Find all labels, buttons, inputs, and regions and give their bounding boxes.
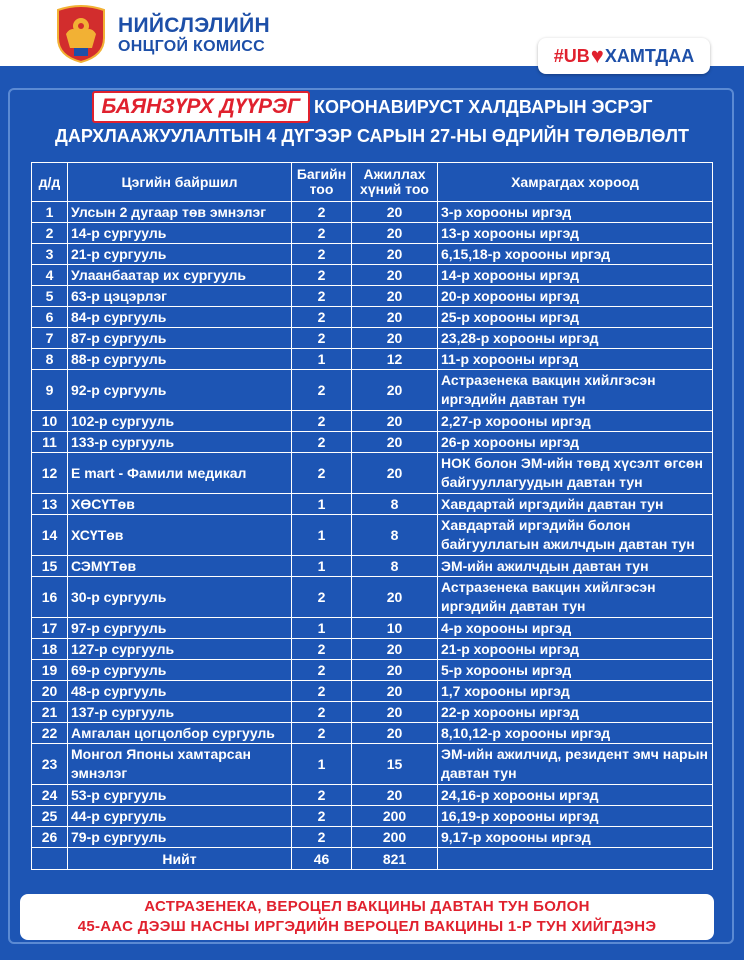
row-teams: 2 xyxy=(292,244,352,265)
table-row xyxy=(32,370,713,411)
row-staff: 20 xyxy=(352,265,438,286)
row-num: 22 xyxy=(32,723,68,744)
table-row xyxy=(32,432,713,453)
row-num: 4 xyxy=(32,265,68,286)
row-teams: 1 xyxy=(292,349,352,370)
table-row xyxy=(32,349,713,370)
row-num: 6 xyxy=(32,307,68,328)
row-num: 2 xyxy=(32,223,68,244)
table-row xyxy=(32,307,713,328)
row-location: 30-р сургууль xyxy=(68,577,292,618)
row-num: 11 xyxy=(32,432,68,453)
table-row xyxy=(32,744,713,785)
row-location: Амгалан цогцолбор сургууль xyxy=(68,723,292,744)
row-location: 21-р сургууль xyxy=(68,244,292,265)
hashtag-suffix: ХАМТДАА xyxy=(604,45,695,66)
row-staff: 15 xyxy=(352,744,438,785)
row-coverage: Хавдартай иргэдийн давтан тун xyxy=(438,494,713,515)
row-teams: 2 xyxy=(292,432,352,453)
row-staff: 20 xyxy=(352,370,438,411)
row-num: 1 xyxy=(32,202,68,223)
row-location: 63-р цэцэрлэг xyxy=(68,286,292,307)
row-coverage: 14-р хорооны иргэд xyxy=(438,265,713,286)
row-location: 133-р сургууль xyxy=(68,432,292,453)
row-num: 26 xyxy=(32,827,68,848)
row-location: 44-р сургууль xyxy=(68,806,292,827)
row-teams: 2 xyxy=(292,660,352,681)
row-staff: 20 xyxy=(352,286,438,307)
row-num: 17 xyxy=(32,618,68,639)
row-staff: 20 xyxy=(352,577,438,618)
table-row xyxy=(32,723,713,744)
table-row xyxy=(32,265,713,286)
table-row xyxy=(32,244,713,265)
row-num: 7 xyxy=(32,328,68,349)
row-num: 20 xyxy=(32,681,68,702)
row-coverage: Астразенека вакцин хийлгэсэн иргэдийн давтан тун xyxy=(438,370,713,411)
row-num: 21 xyxy=(32,702,68,723)
row-staff: 200 xyxy=(352,827,438,848)
row-num: 19 xyxy=(32,660,68,681)
title-line1-text: КОРОНАВИРУСТ ХАЛДВАРЫН ЭСРЭГ xyxy=(314,96,653,117)
table-row xyxy=(32,453,713,494)
row-teams: 2 xyxy=(292,577,352,618)
row-staff: 20 xyxy=(352,307,438,328)
row-coverage: 5-р хорооны иргэд xyxy=(438,660,713,681)
row-location: E mart - Фамили медикал xyxy=(68,453,292,494)
row-location: СЭМҮТөв xyxy=(68,556,292,577)
table-header-row xyxy=(32,163,713,202)
row-coverage: 24,16-р хорооны иргэд xyxy=(438,785,713,806)
row-staff: 8 xyxy=(352,494,438,515)
table-row xyxy=(32,702,713,723)
table-row xyxy=(32,785,713,806)
row-location: Улсын 2 дугаар төв эмнэлэг xyxy=(68,202,292,223)
total-num-cell xyxy=(32,848,68,870)
row-coverage: 4-р хорооны иргэд xyxy=(438,618,713,639)
row-coverage: Астразенека вакцин хийлгэсэн иргэдийн давтан тун xyxy=(438,577,713,618)
row-num: 10 xyxy=(32,411,68,432)
row-coverage: 23,28-р хорооны иргэд xyxy=(438,328,713,349)
row-staff: 10 xyxy=(352,618,438,639)
row-num: 25 xyxy=(32,806,68,827)
row-staff: 20 xyxy=(352,785,438,806)
row-teams: 1 xyxy=(292,556,352,577)
city-emblem-icon xyxy=(52,4,110,64)
table-row xyxy=(32,202,713,223)
row-staff: 20 xyxy=(352,681,438,702)
row-coverage: 9,17-р хорооны иргэд xyxy=(438,827,713,848)
row-location: ХӨСҮТөв xyxy=(68,494,292,515)
row-location: 53-р сургууль xyxy=(68,785,292,806)
header-num: д/д xyxy=(32,163,68,202)
row-coverage: НОК болон ЭМ-ийн төвд хүсэлт өгсөн байгууллагуудын давтан тун xyxy=(438,453,713,494)
header-teams: Багийн тоо xyxy=(292,163,352,202)
hashtag-badge xyxy=(538,38,710,74)
row-location: 102-р сургууль xyxy=(68,411,292,432)
row-location: 88-р сургууль xyxy=(68,349,292,370)
row-staff: 20 xyxy=(352,244,438,265)
row-num: 14 xyxy=(32,515,68,556)
row-location: Улаанбаатар их сургууль xyxy=(68,265,292,286)
row-teams: 2 xyxy=(292,785,352,806)
row-coverage: 6,15,18-р хорооны иргэд xyxy=(438,244,713,265)
row-teams: 2 xyxy=(292,827,352,848)
row-teams: 2 xyxy=(292,307,352,328)
row-teams: 2 xyxy=(292,370,352,411)
row-coverage: 16,19-р хорооны иргэд xyxy=(438,806,713,827)
total-staff: 821 xyxy=(352,848,438,870)
row-location: 79-р сургууль xyxy=(68,827,292,848)
row-teams: 2 xyxy=(292,806,352,827)
row-staff: 12 xyxy=(352,349,438,370)
row-num: 16 xyxy=(32,577,68,618)
row-location: 14-р сургууль xyxy=(68,223,292,244)
org-name-line1: НИЙСЛЭЛИЙН xyxy=(118,14,270,37)
table-row xyxy=(32,660,713,681)
row-staff: 20 xyxy=(352,639,438,660)
title-line2: ДАРХЛААЖУУЛАЛТЫН 4 ДҮГЭЭР САРЫН 27-НЫ ӨДРИЙН ТӨЛӨВЛӨЛТ xyxy=(55,126,689,146)
row-num: 12 xyxy=(32,453,68,494)
table-row xyxy=(32,618,713,639)
row-staff: 20 xyxy=(352,328,438,349)
table-row xyxy=(32,494,713,515)
row-teams: 2 xyxy=(292,723,352,744)
table-row xyxy=(32,286,713,307)
row-teams: 2 xyxy=(292,286,352,307)
row-num: 18 xyxy=(32,639,68,660)
row-coverage: 11-р хорооны иргэд xyxy=(438,349,713,370)
row-num: 9 xyxy=(32,370,68,411)
row-staff: 20 xyxy=(352,660,438,681)
row-coverage: 22-р хорооны иргэд xyxy=(438,702,713,723)
row-staff: 20 xyxy=(352,702,438,723)
row-teams: 2 xyxy=(292,265,352,286)
row-location: ХСҮТөв xyxy=(68,515,292,556)
header-coverage: Хамрагдах хороод xyxy=(438,163,713,202)
row-teams: 1 xyxy=(292,515,352,556)
row-num: 23 xyxy=(32,744,68,785)
total-teams: 46 xyxy=(292,848,352,870)
row-num: 24 xyxy=(32,785,68,806)
row-coverage: 2,27-р хорооны иргэд xyxy=(438,411,713,432)
row-staff: 20 xyxy=(352,411,438,432)
row-coverage: 13-р хорооны иргэд xyxy=(438,223,713,244)
row-location: 127-р сургууль xyxy=(68,639,292,660)
row-num: 8 xyxy=(32,349,68,370)
row-coverage: 3-р хорооны иргэд xyxy=(438,202,713,223)
row-location: Монгол Японы хамтарсан эмнэлэг xyxy=(68,744,292,785)
table-row xyxy=(32,577,713,618)
table-row xyxy=(32,328,713,349)
row-coverage: 1,7 хорооны иргэд xyxy=(438,681,713,702)
row-teams: 1 xyxy=(292,494,352,515)
row-staff: 8 xyxy=(352,515,438,556)
row-teams: 2 xyxy=(292,453,352,494)
row-coverage: Хавдартай иргэдийн болон байгууллагын ажилчдын давтан тун xyxy=(438,515,713,556)
footer-line1: АСТРАЗЕНЕКА, ВЕРОЦЕЛ ВАКЦИНЫ ДАВТАН ТУН БОЛОН xyxy=(144,898,590,915)
row-location: 48-р сургууль xyxy=(68,681,292,702)
table-row xyxy=(32,806,713,827)
row-coverage: 20-р хорооны иргэд xyxy=(438,286,713,307)
row-staff: 20 xyxy=(352,202,438,223)
row-teams: 1 xyxy=(292,744,352,785)
table-row xyxy=(32,515,713,556)
row-coverage: ЭМ-ийн ажилчид, резидент эмч нарын давтан тун xyxy=(438,744,713,785)
row-staff: 200 xyxy=(352,806,438,827)
row-coverage: 21-р хорооны иргэд xyxy=(438,639,713,660)
row-location: 87-р сургууль xyxy=(68,328,292,349)
row-coverage: 26-р хорооны иргэд xyxy=(438,432,713,453)
table-row xyxy=(32,827,713,848)
row-coverage: ЭМ-ийн ажилчдын давтан тун xyxy=(438,556,713,577)
row-teams: 2 xyxy=(292,639,352,660)
title-line1 xyxy=(0,92,744,122)
row-staff: 20 xyxy=(352,453,438,494)
row-staff: 20 xyxy=(352,723,438,744)
row-teams: 2 xyxy=(292,328,352,349)
row-teams: 2 xyxy=(292,202,352,223)
vaccination-schedule-table xyxy=(31,162,713,870)
row-num: 3 xyxy=(32,244,68,265)
row-staff: 20 xyxy=(352,223,438,244)
row-staff: 20 xyxy=(352,432,438,453)
row-coverage: 25-р хорооны иргэд xyxy=(438,307,713,328)
district-name: БАЯНЗҮРХ ДҮҮРЭГ xyxy=(92,91,310,123)
total-label: Нийт xyxy=(68,848,292,870)
table-total-row xyxy=(32,848,713,870)
row-teams: 1 xyxy=(292,618,352,639)
table-row xyxy=(32,411,713,432)
org-name-line2: ОНЦГОЙ КОМИСС xyxy=(118,38,265,55)
row-location: 69-р сургууль xyxy=(68,660,292,681)
table-row xyxy=(32,639,713,660)
row-staff: 8 xyxy=(352,556,438,577)
table-row xyxy=(32,681,713,702)
row-num: 13 xyxy=(32,494,68,515)
row-teams: 2 xyxy=(292,411,352,432)
row-coverage: 8,10,12-р хорооны иргэд xyxy=(438,723,713,744)
row-teams: 2 xyxy=(292,223,352,244)
row-location: 84-р сургууль xyxy=(68,307,292,328)
row-num: 15 xyxy=(32,556,68,577)
row-location: 92-р сургууль xyxy=(68,370,292,411)
header-location: Цэгийн байршил xyxy=(68,163,292,202)
row-location: 97-р сургууль xyxy=(68,618,292,639)
header-staff: Ажиллах хүний тоо xyxy=(352,163,438,202)
table-row xyxy=(32,556,713,577)
footer-line2: 45-ААС ДЭЭШ НАСНЫ ИРГЭДИЙН ВЕРОЦЕЛ ВАКЦИНЫ 1-Р ТУН ХИЙГДЭНЭ xyxy=(77,918,657,935)
row-teams: 2 xyxy=(292,681,352,702)
row-num: 5 xyxy=(32,286,68,307)
row-teams: 2 xyxy=(292,702,352,723)
table-row xyxy=(32,223,713,244)
total-coverage-cell xyxy=(438,848,713,870)
hashtag-prefix: #UB xyxy=(553,45,590,66)
row-location: 137-р сургууль xyxy=(68,702,292,723)
heart-icon: ♥ xyxy=(590,43,604,68)
